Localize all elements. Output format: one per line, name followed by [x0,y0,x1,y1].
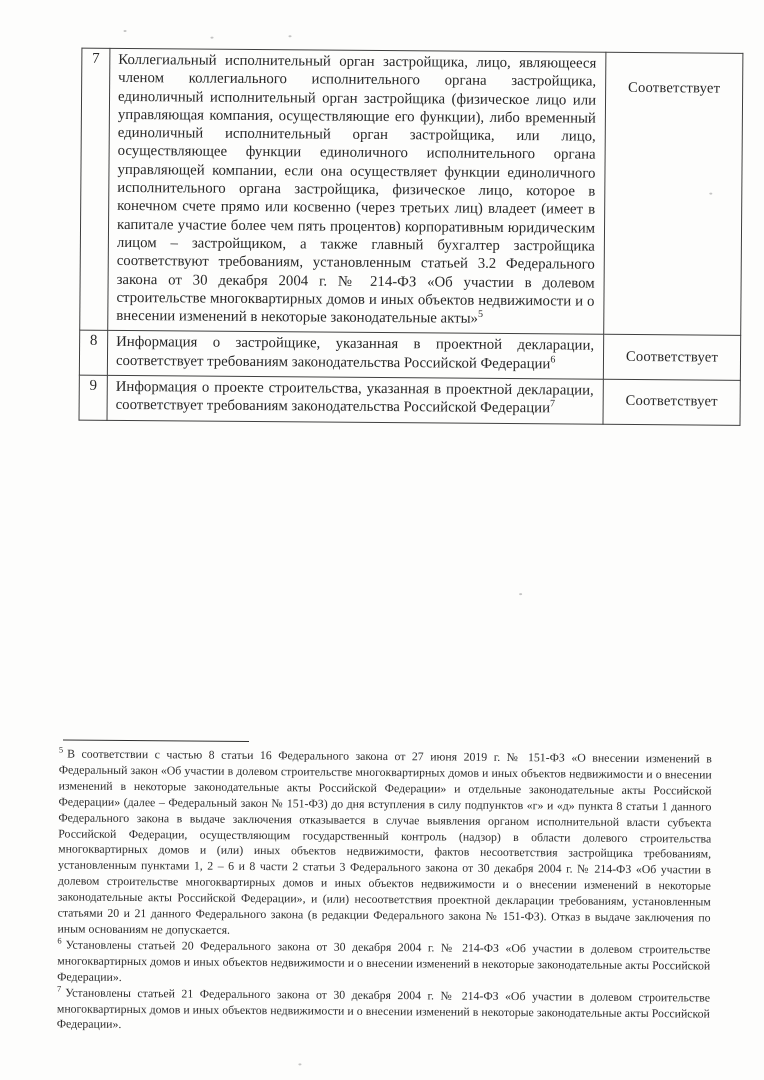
footnote-6 [57,937,710,990]
row-number: 9 [79,375,107,420]
footnote-reference: 6 [550,354,556,366]
requirement-text-cell [108,48,606,334]
scan-speck [298,1063,301,1065]
requirement-text-cell [107,331,603,379]
footnote-7 [57,985,710,1038]
footnote-text: Установлены статьей 21 Федерального закона от 30 декабря 2004 г. № 214-ФЗ «Об участии в долевом строительстве многоквартирных домов и иных объектов недвижимости и о внесении изменений в некоторые законодательные акты Российской Федерации». [56,985,711,1032]
status-cell: Соответствует [604,52,743,336]
table-row-8 [79,331,740,381]
table-row-9 [79,375,740,425]
requirement-text: Информация о проекте строительства, указанная в проектной декларации, соответствует требованиям законодательства Российской Федерации [115,378,594,417]
table-row-7 [80,48,743,336]
scan-speck [211,37,214,39]
footnote-marker: 6 [57,935,62,946]
row-number: 7 [80,48,110,331]
footnote-5 [57,746,711,942]
footnote-text: В соответствии с частью 8 статьи 16 Федерального закона от 27 июня 2019 г. № 151-ФЗ «О внесении изменений в Федеральный закон «Об участии в долевом строительстве многоквартирных домов и иных объектов недвижимости и о внесении изменений в некоторые законодательные акты Российской Федерации» и отдельные законодательные акты Российской Федерации» (далее – Федеральный закон № 151-ФЗ) до дня вступления в силу подпунктов «г» и «д» пункта 8 статьи 1 данного Федерального закона в выдаче заключения отказывается в случае выявления органом исполнительной власти субъекта Российской Федерации, осуществляющим государственный контроль (надзор) в области долевого строительства многоквартирных домов и (или) иных объектов недвижимости, фактов несоответствия застройщика требованиям, установленным пунктами 1, 2 – 6 и 8 части 2 статьи 3 Федерального закона от 30 декабря 2004 г. № 214-ФЗ «Об участии в долевом строительстве многоквартирных домов и иных объектов недвижимости и о внесении изменений в некоторые законодательные акты Российской Федерации», и (или) несоответствия проектной декларации требованиям, установленным статьями 20 и 21 данного Федерального закона (в редакции Федерального закона № 151-ФЗ). Отказ в выдаче заключения по иным основаниям не допускается. [57,746,712,937]
status-cell: Соответствует [603,335,740,381]
row-number: 8 [79,331,107,376]
scan-speck [709,193,712,195]
scan-speck [519,593,522,595]
footnotes-section [57,739,712,1037]
footnote-marker: 7 [57,983,62,994]
requirement-text: Коллегиальный исполнительный орган застройщика, лицо, являющееся членом коллегиального исполнительного органа застройщика, единоличный исполнительный орган застройщика (физическое лицо или управляющая компания, осуществляющие его функции), либо временный единоличный исполнительный орган застройщика, или лицо, осуществляющее функции единоличного исполнительного органа управляющей компании, если она осуществляет функции единоличного исполнительного органа застройщика, физическое лицо, которое в конечном счете прямо или косвенно (через третьих лиц) владеет (имеет в капитале участие более чем пять процентов) корпоративным юридическим лицом – застройщиком, а также главный бухгалтер застройщика соответствуют требованиям, установленным статьей 3.2 Федерального закона от 30 декабря 2004 г. № 214-ФЗ «Об участии в долевом строительстве многоквартирных домов и иных объектов недвижимости и о внесении изменений в некоторые законодательные акты» [116,51,597,327]
scan-speck [124,30,127,32]
footnote-text: Установлены статьей 20 Федерального закона от 30 декабря 2004 г. № 214-ФЗ «Об участии в долевом строительстве многоквартирных домов и иных объектов недвижимости и о внесении изменений в некоторые законодательные акты Российской Федерации». [57,937,711,984]
footnote-separator-rule [63,740,249,742]
footnote-reference: 5 [477,308,484,321]
footnote-marker: 5 [58,744,64,755]
requirement-text: Информация о застройщике, указанная в проектной декларации, соответствует требованиям законодательства Российской Федерации [115,334,595,373]
compliance-table [79,48,744,426]
requirement-text-cell [107,375,603,423]
status-cell: Соответствует [603,379,740,425]
footnote-reference: 7 [550,398,556,410]
scan-speck [289,35,292,37]
